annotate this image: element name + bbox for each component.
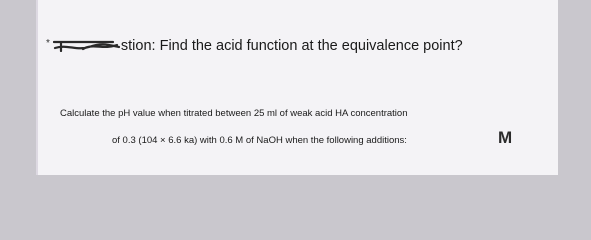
question-heading	[46, 38, 463, 54]
unit-label: M	[498, 128, 513, 147]
question-text: stion: Find the acid function at the equivalence point?	[120, 38, 463, 54]
problem-line-2: of 0.3 (104 × 6.6 ka) with 0.6 M of NaOH when the following additions:	[112, 135, 407, 146]
document-page	[36, 0, 558, 175]
problem-line-1: Calculate the pH value when titrated between 25 ml of weak acid HA concentration	[60, 108, 408, 119]
redaction-scribble	[53, 38, 121, 52]
required-asterisk: *	[46, 38, 50, 49]
